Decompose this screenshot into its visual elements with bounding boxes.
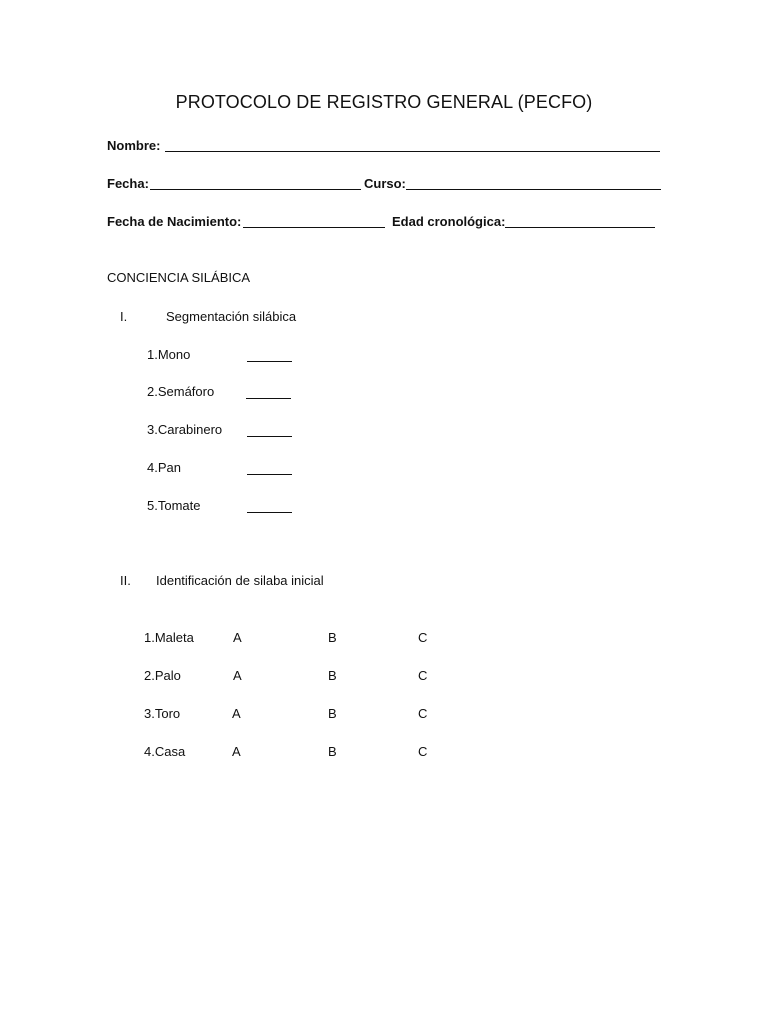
option-a[interactable]: A: [232, 706, 241, 721]
option-b[interactable]: B: [328, 630, 337, 645]
part2-title: Identificación de silaba inicial: [156, 573, 324, 588]
part2-item-label: 4.Casa: [144, 744, 186, 759]
part2-item-label: 1.Maleta: [144, 630, 194, 645]
fecha-nacimiento-field-line[interactable]: [243, 227, 385, 228]
part1-item-label: 2.Semáforo: [147, 384, 215, 399]
edad-label: Edad cronológica:: [392, 214, 506, 229]
fecha-label: Fecha:: [107, 176, 149, 191]
nombre-field-line[interactable]: [165, 151, 660, 152]
document-title: PROTOCOLO DE REGISTRO GENERAL (PECFO): [175, 92, 593, 112]
part1-item-label: 4.Pan: [147, 460, 181, 475]
part1-answer-line[interactable]: [247, 512, 292, 513]
curso-field-line[interactable]: [406, 189, 661, 190]
part1-item-label: 5.Tomate: [147, 498, 201, 513]
part1-answer-line[interactable]: [247, 436, 292, 437]
option-c[interactable]: C: [418, 668, 428, 683]
fecha-nacimiento-label: Fecha de Nacimiento:: [107, 214, 242, 229]
option-a[interactable]: A: [232, 744, 241, 759]
option-a[interactable]: A: [233, 630, 242, 645]
part1-item-label: 3.Carabinero: [147, 422, 223, 437]
part1-item-label: 1.Mono: [147, 347, 191, 362]
option-c[interactable]: C: [418, 630, 428, 645]
option-b[interactable]: B: [328, 668, 337, 683]
option-a[interactable]: A: [233, 668, 242, 683]
section-title: CONCIENCIA SILÁBICA: [107, 270, 251, 285]
fecha-field-line[interactable]: [150, 189, 361, 190]
option-c[interactable]: C: [418, 706, 428, 721]
part1-answer-line[interactable]: [247, 361, 292, 362]
part1-answer-line[interactable]: [246, 398, 291, 399]
edad-field-line[interactable]: [505, 227, 655, 228]
part1-numeral: I.: [120, 309, 128, 324]
option-b[interactable]: B: [328, 706, 337, 721]
part2-item-label: 2.Palo: [144, 668, 181, 683]
part2-item-label: 3.Toro: [144, 706, 181, 721]
part2-numeral: II.: [120, 573, 131, 588]
option-c[interactable]: C: [418, 744, 428, 759]
nombre-label: Nombre:: [107, 138, 161, 153]
curso-label: Curso:: [364, 176, 406, 191]
option-b[interactable]: B: [328, 744, 337, 759]
part1-answer-line[interactable]: [247, 474, 292, 475]
part1-title: Segmentación silábica: [166, 309, 297, 324]
